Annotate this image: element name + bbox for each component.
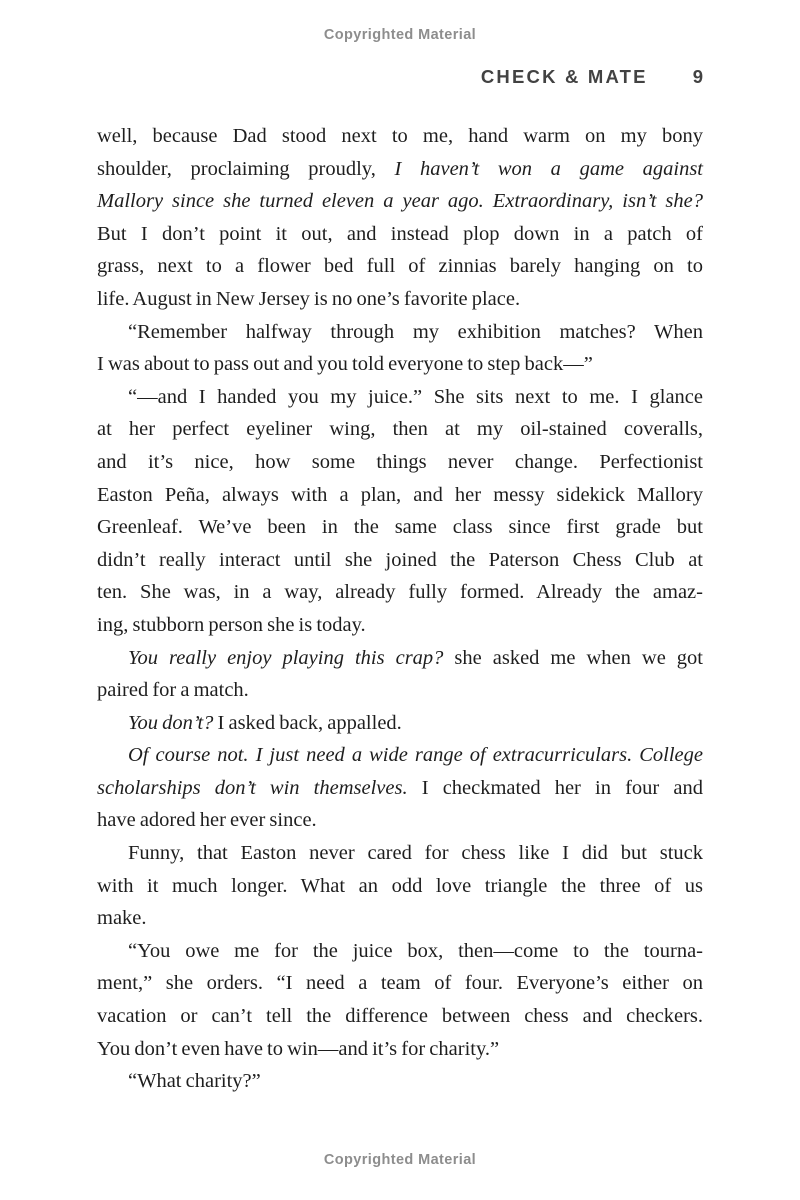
- running-header: [97, 66, 703, 88]
- text-line: [97, 446, 703, 479]
- text-segment: “Remember halfway through my exhibition matches? When: [128, 320, 703, 343]
- text-segment: ment,” she orders. “I need a team of four. Everyone’s either on: [97, 972, 703, 995]
- text-line: [97, 674, 703, 707]
- text-line: [97, 870, 703, 903]
- text-line: [97, 576, 703, 609]
- text-line: [97, 1000, 703, 1033]
- text-line: [97, 544, 703, 577]
- text-segment: I was about to pass out and you told everyone to step back—”: [97, 353, 593, 376]
- text-segment: You don’t?: [128, 711, 214, 734]
- text-line: [97, 413, 703, 446]
- text-segment: didn’t really interact until she joined the Paterson Chess Club at: [97, 548, 703, 571]
- text-segment: at her perfect eyeliner wing, then at my oil-stained coveralls,: [97, 418, 703, 441]
- text-line: [97, 218, 703, 251]
- text-line: [97, 642, 703, 675]
- text-segment: shoulder, proclaiming proudly,: [97, 157, 395, 180]
- text-segment: have adored her ever since.: [97, 809, 317, 832]
- text-line: [97, 804, 703, 837]
- text-segment: I checkmated her in four and: [407, 776, 703, 799]
- text-segment: I asked back, appalled.: [213, 711, 402, 734]
- text-segment: life. August in New Jersey is no one’s favorite place.: [97, 287, 521, 310]
- copyright-notice-bottom: Copyrighted Material: [323, 1152, 477, 1168]
- text-segment: and it’s nice, how some things never change. Perfectionist: [97, 450, 703, 473]
- copyright-notice-top: Copyrighted Material: [323, 27, 477, 43]
- text-segment: with it much longer. What an odd love triangle the three of us: [97, 874, 703, 897]
- book-title: CHECK & MATE: [480, 66, 648, 87]
- text-line: [97, 1033, 703, 1066]
- text-line: [97, 348, 703, 381]
- text-line: [97, 837, 703, 870]
- text-segment: she asked me when we got: [443, 646, 703, 669]
- text-line: [97, 185, 703, 218]
- text-line: [97, 739, 703, 772]
- text-segment: Funny, that Easton never cared for chess like I did but stuck: [128, 842, 703, 865]
- text-line: [97, 250, 703, 283]
- page-number: 9: [692, 66, 703, 87]
- text-line: [97, 902, 703, 935]
- text-segment: I haven’t won a game against: [394, 157, 703, 180]
- text-line: [97, 1065, 703, 1098]
- text-segment: Easton Peña, always with a plan, and her messy sidekick Mallory: [97, 483, 703, 506]
- text-segment: vacation or can’t tell the difference between chess and checkers.: [97, 1005, 703, 1028]
- text-line: [97, 153, 703, 186]
- text-segment: Mallory since she turned eleven a year ago. Extraordinary, isn’t she?: [97, 190, 703, 213]
- text-segment: “What charity?”: [128, 1070, 261, 1093]
- text-line: [97, 967, 703, 1000]
- text-line: [97, 772, 703, 805]
- text-segment: grass, next to a flower bed full of zinnias barely hanging on to: [97, 255, 703, 278]
- text-line: [97, 609, 703, 642]
- text-segment: well, because Dad stood next to me, hand warm on my bony: [97, 125, 703, 147]
- text-line: [97, 283, 703, 316]
- text-segment: But I don’t point it out, and instead plop down in a patch of: [97, 222, 703, 245]
- text-segment: scholarships don’t win themselves.: [97, 776, 408, 799]
- body-text: [97, 120, 703, 1098]
- text-segment: make.: [97, 907, 147, 930]
- text-segment: Greenleaf. We’ve been in the same class since first grade but: [97, 516, 703, 539]
- text-segment: ten. She was, in a way, already fully formed. Already the amaz-: [97, 581, 703, 604]
- text-segment: “You owe me for the juice box, then—come to the tourna-: [128, 939, 703, 962]
- text-line: [97, 381, 703, 414]
- text-line: [97, 511, 703, 544]
- text-segment: paired for a match.: [97, 679, 249, 702]
- text-segment: You really enjoy playing this crap?: [128, 646, 444, 669]
- text-line: [97, 479, 703, 512]
- text-segment: “—and I handed you my juice.” She sits next to me. I glance: [128, 385, 703, 408]
- text-segment: You don’t even have to win—and it’s for charity.”: [97, 1037, 500, 1060]
- text-segment: ing, stubborn person she is today.: [97, 613, 366, 636]
- text-line: [97, 316, 703, 349]
- text-line: [97, 935, 703, 968]
- text-line: [97, 120, 703, 153]
- text-segment: Of course not. I just need a wide range of extracurriculars. College: [128, 744, 703, 767]
- text-line: [97, 707, 703, 740]
